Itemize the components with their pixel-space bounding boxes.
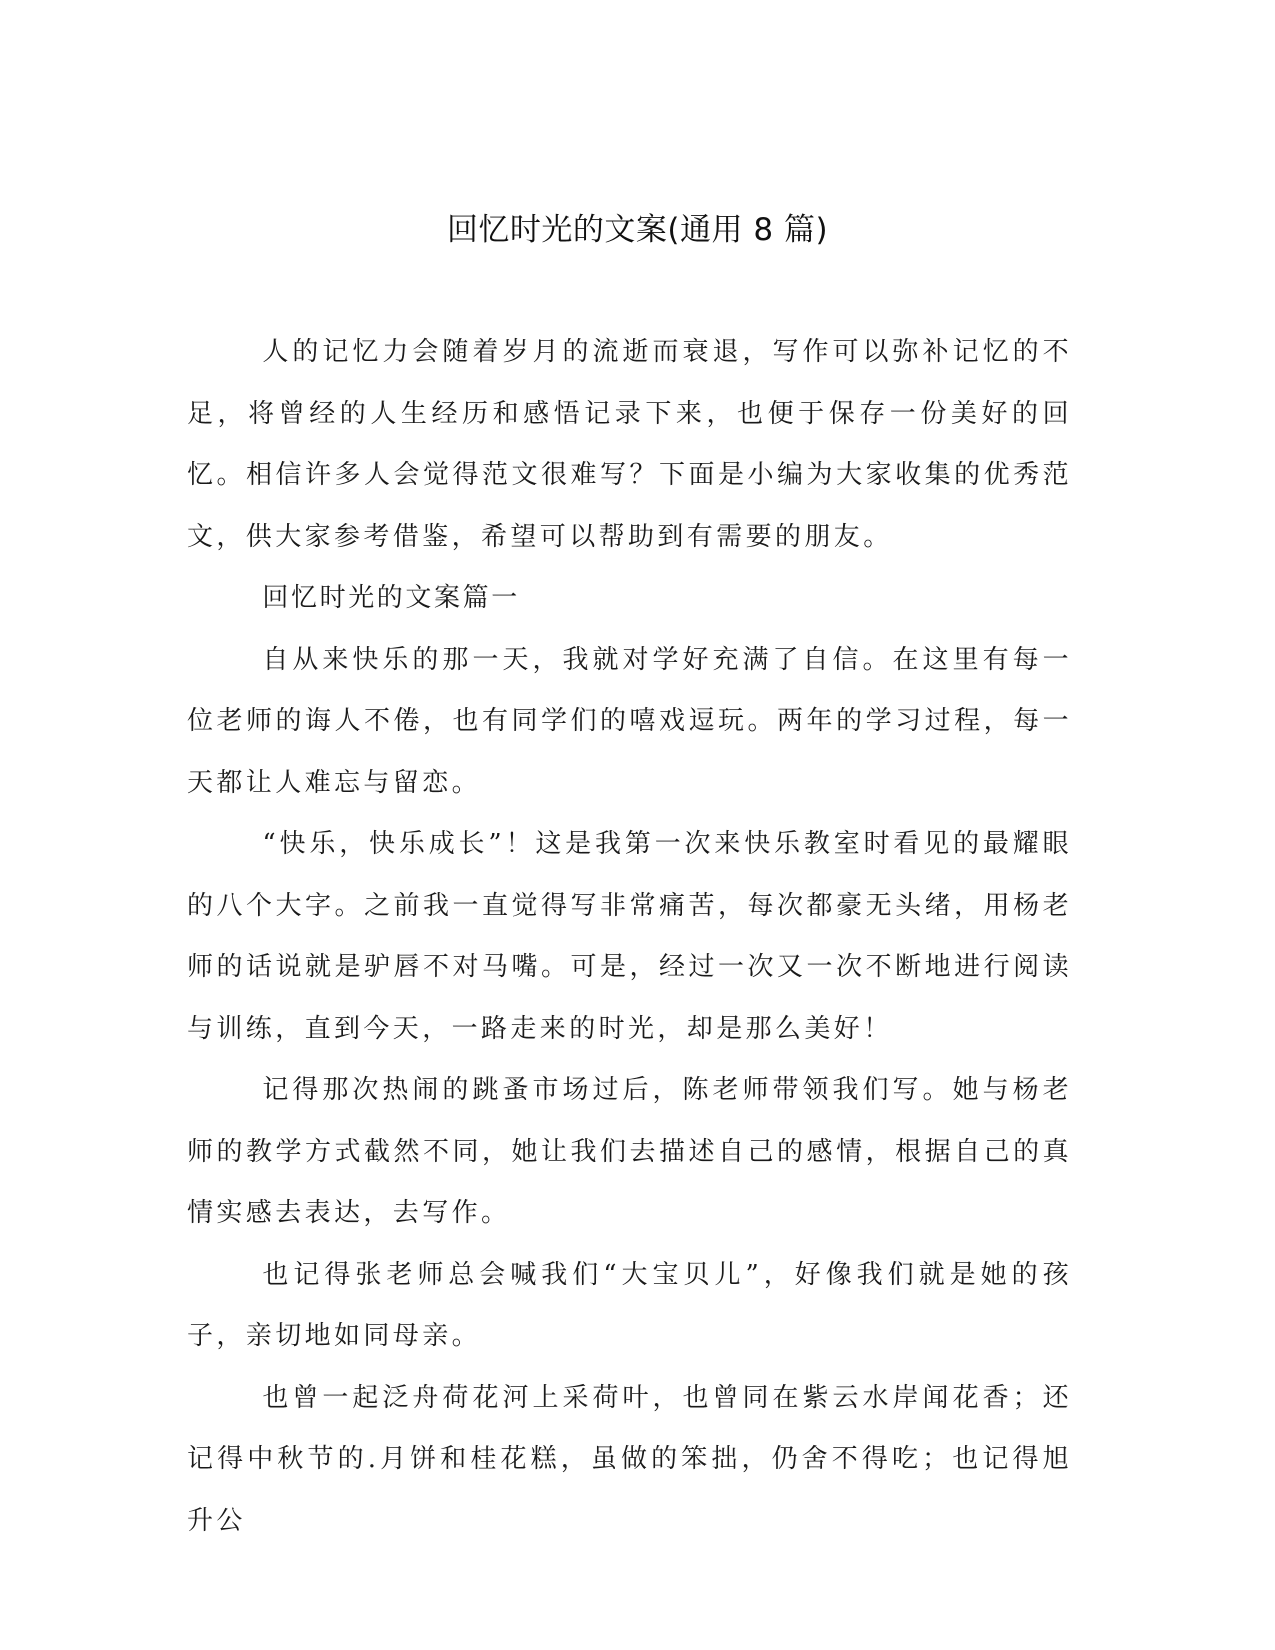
body-paragraph: “快乐，快乐成长”！这是我第一次来快乐教室时看见的最耀眼的八个大字。之前我一直觉得写非常痛苦，每次都豪无头绪，用杨老师的话说就是驴唇不对马嘴。可是，经过一次又一次不断地进行阅读与训练，直到今天，一路走来的时光，却是那么美好！ — [187, 829, 1072, 1044]
section-heading: 回忆时光的文案篇一 — [262, 583, 520, 613]
body-paragraph: 自从来快乐的那一天，我就对学好充满了自信。在这里有每一位老师的诲人不倦，也有同学们的嘻戏逗玩。两年的学习过程，每一天都让人难忘与留恋。 — [187, 644, 1072, 798]
body-paragraph: 也记得张老师总会喊我们“大宝贝儿”，好像我们就是她的孩子，亲切地如同母亲。 — [187, 1259, 1072, 1351]
intro-paragraph: 人的记忆力会随着岁月的流逝而衰退，写作可以弥补记忆的不足，将曾经的人生经历和感悟记录下来，也便于保存一份美好的回忆。相信许多人会觉得范文很难写？下面是小编为大家收集的优秀范文，供大家参考借鉴，希望可以帮助到有需要的朋友。 — [187, 337, 1072, 552]
document-body — [187, 322, 1072, 1552]
body-paragraph: 记得那次热闹的跳蚤市场过后，陈老师带领我们写。她与杨老师的教学方式截然不同，她让我们去描述自己的感情，根据自己的真情实感去表达，去写作。 — [187, 1075, 1072, 1228]
body-paragraph: 也曾一起泛舟荷花河上采荷叶，也曾同在紫云水岸闻花香；还记得中秋节的.月饼和桂花糕，虽做的笨拙，仍舍不得吃；也记得旭升公 — [187, 1382, 1072, 1536]
document-title: 回忆时光的文案(通用 8 篇) — [446, 212, 829, 248]
